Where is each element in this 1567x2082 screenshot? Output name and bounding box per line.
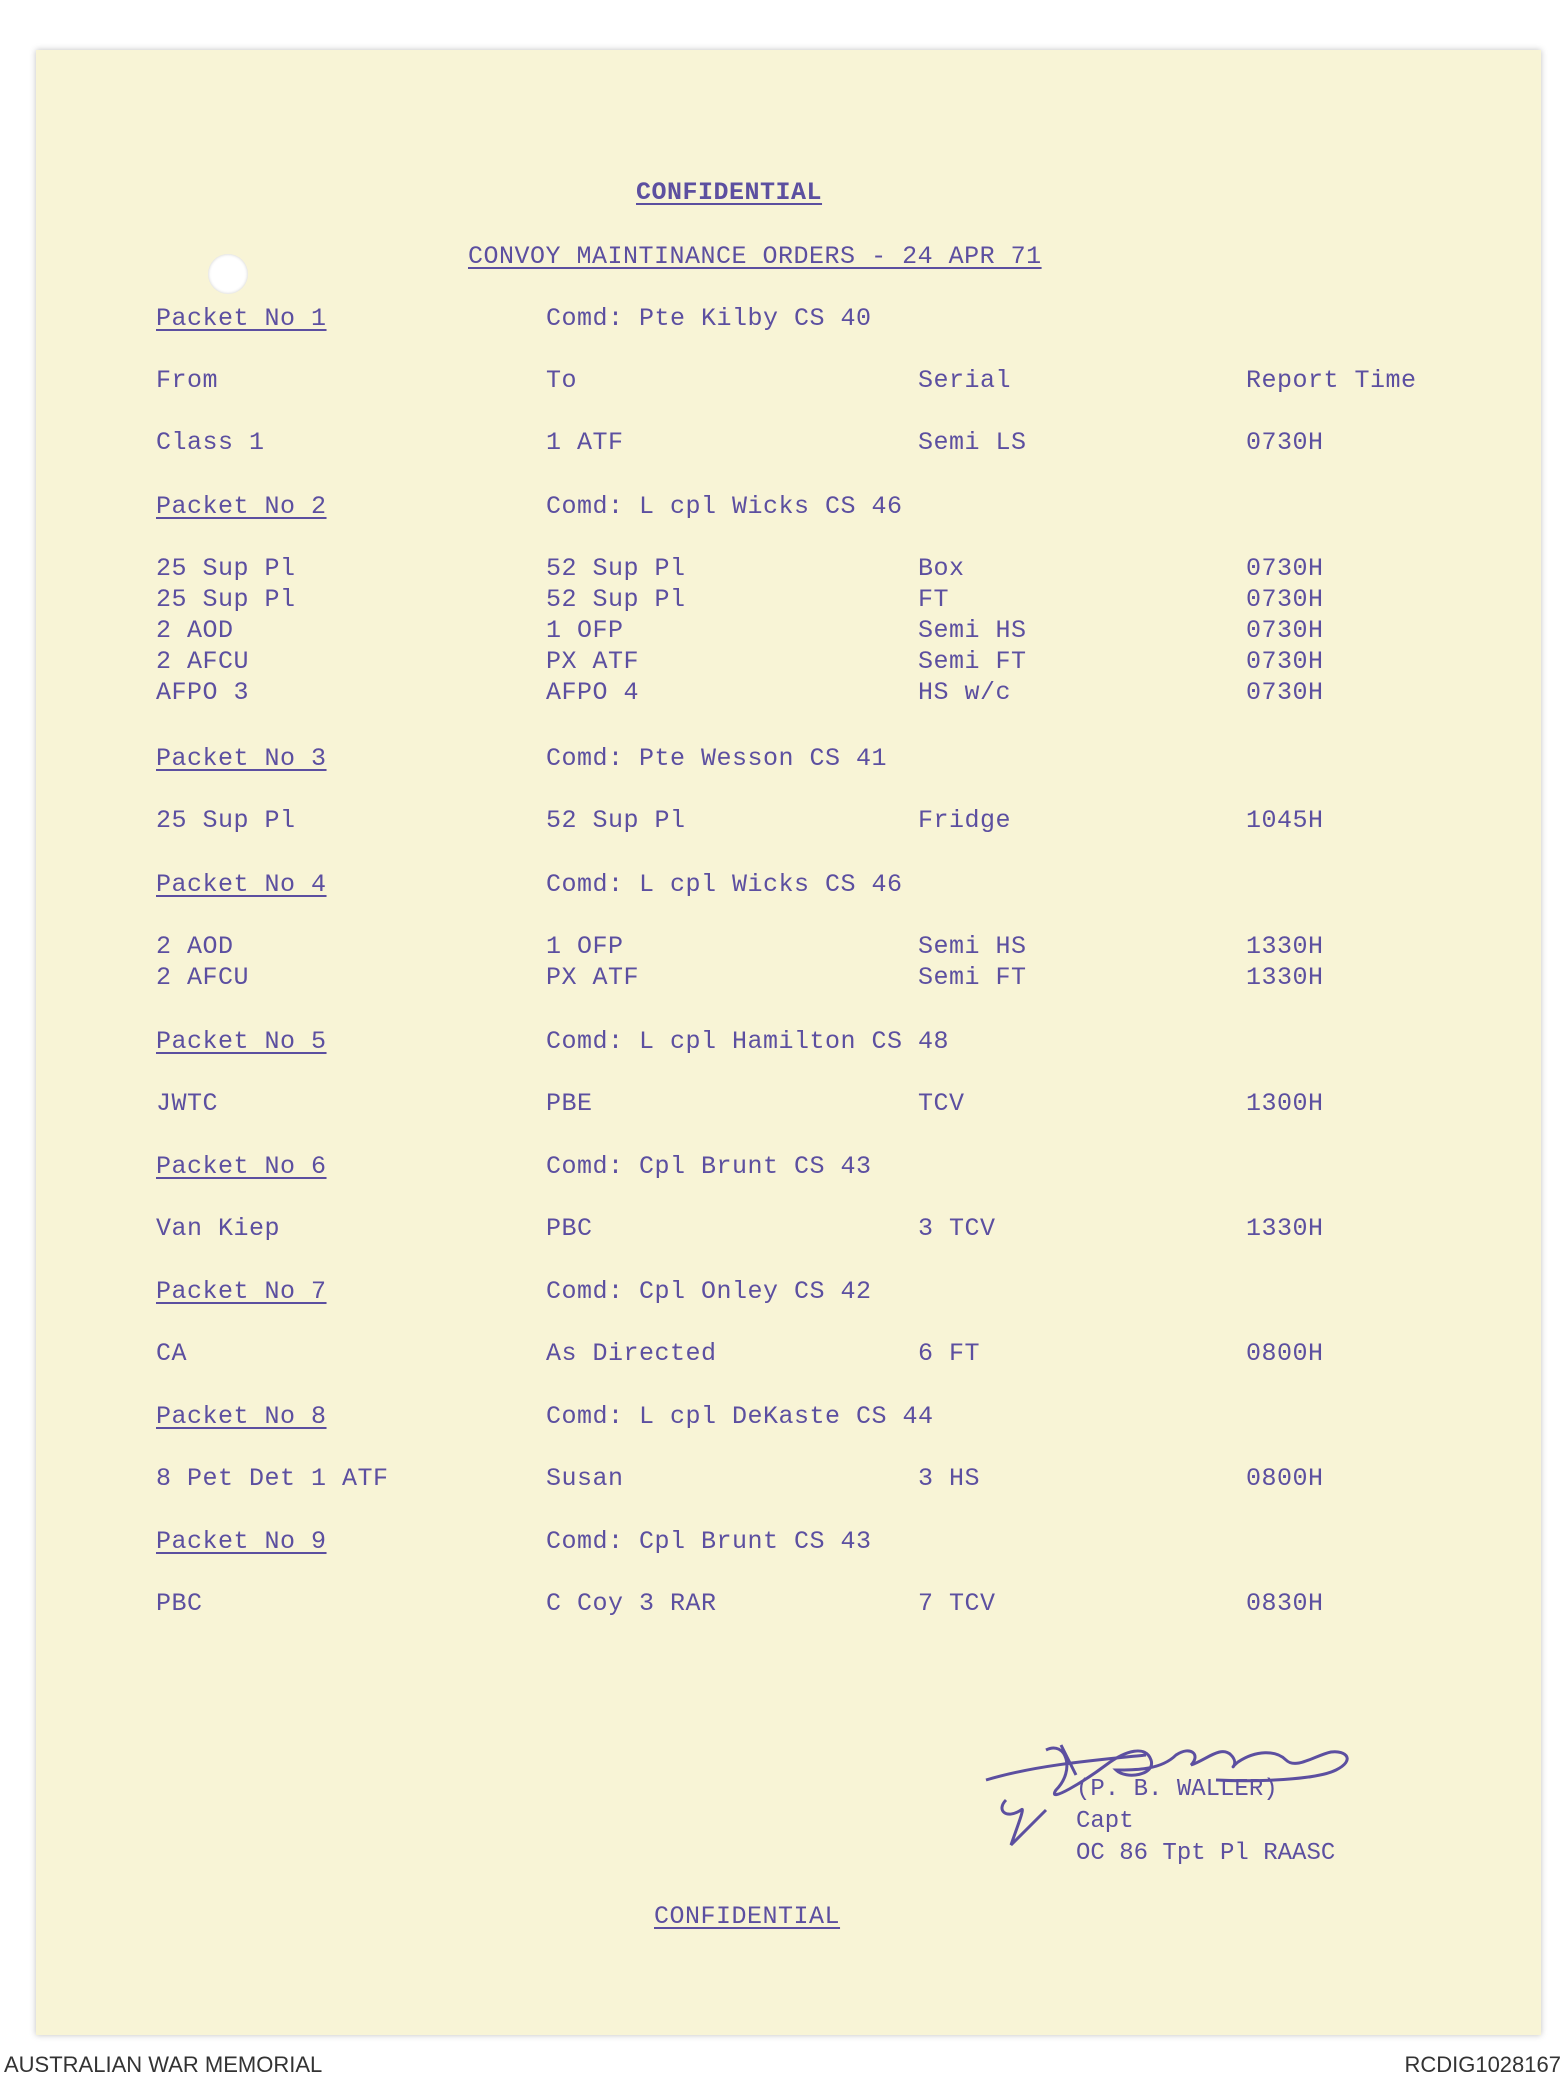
table-cell-time: 1045H xyxy=(1246,806,1324,835)
packet-8-comd: Comd: L cpl DeKaste CS 44 xyxy=(546,1402,934,1431)
table-cell-from: PBC xyxy=(156,1589,203,1618)
table-cell-from: 2 AFCU xyxy=(156,963,250,992)
packet-9-label: Packet No 9 xyxy=(156,1527,327,1556)
table-cell-time: 0800H xyxy=(1246,1339,1324,1368)
packet-7-label: Packet No 7 xyxy=(156,1277,327,1306)
packet-6-comd: Comd: Cpl Brunt CS 43 xyxy=(546,1152,872,1181)
table-cell-from: CA xyxy=(156,1339,188,1368)
table-cell-time: 0830H xyxy=(1246,1589,1324,1618)
signatory-rank: Capt xyxy=(1076,1808,1134,1835)
table-cell-to: PBE xyxy=(546,1089,593,1118)
table-cell-time: 0730H xyxy=(1246,585,1324,614)
table-cell-time: 0800H xyxy=(1246,1464,1324,1493)
table-cell-from: JWTC xyxy=(156,1089,219,1118)
table-cell-serial: Fridge xyxy=(918,806,1012,835)
packet-2-label: Packet No 2 xyxy=(156,492,327,521)
table-cell-time: 1330H xyxy=(1246,932,1324,961)
table-cell-to: PX ATF xyxy=(546,647,640,676)
table-cell-time: 0730H xyxy=(1246,678,1324,707)
table-cell-from: 2 AOD xyxy=(156,932,234,961)
table-cell-from: Van Kiep xyxy=(156,1214,281,1243)
table-cell-time: 0730H xyxy=(1246,616,1324,645)
document-page xyxy=(36,50,1541,2035)
table-cell-from: 25 Sup Pl xyxy=(156,806,296,835)
table-cell-from: 25 Sup Pl xyxy=(156,585,296,614)
column-header-serial: Serial xyxy=(918,366,1012,395)
packet-1-comd: Comd: Pte Kilby CS 40 xyxy=(546,304,872,333)
table-cell-time: 1300H xyxy=(1246,1089,1324,1118)
table-cell-from: 25 Sup Pl xyxy=(156,554,296,583)
table-cell-to: As Directed xyxy=(546,1339,717,1368)
credit-institution: AUSTRALIAN WAR MEMORIAL xyxy=(4,2052,323,2077)
punch-hole xyxy=(208,254,248,294)
packet-5-comd: Comd: L cpl Hamilton CS 48 xyxy=(546,1027,950,1056)
table-cell-serial: Semi FT xyxy=(918,647,1027,676)
table-cell-from: AFPO 3 xyxy=(156,678,250,707)
signatory-unit: OC 86 Tpt Pl RAASC xyxy=(1076,1840,1336,1867)
column-header-to: To xyxy=(546,366,578,395)
table-cell-serial: Semi HS xyxy=(918,616,1027,645)
footer-confidential: CONFIDENTIAL xyxy=(654,1902,841,1931)
table-cell-to: 52 Sup Pl xyxy=(546,585,686,614)
packet-3-label: Packet No 3 xyxy=(156,744,327,773)
packet-6-label: Packet No 6 xyxy=(156,1152,327,1181)
table-cell-serial: HS w/c xyxy=(918,678,1012,707)
table-cell-to: Susan xyxy=(546,1464,624,1493)
table-cell-from: 2 AOD xyxy=(156,616,234,645)
table-cell-from: 2 AFCU xyxy=(156,647,250,676)
packet-7-comd: Comd: Cpl Onley CS 42 xyxy=(546,1277,872,1306)
table-cell-time: 0730H xyxy=(1246,647,1324,676)
table-cell-serial: TCV xyxy=(918,1089,965,1118)
packet-4-comd: Comd: L cpl Wicks CS 46 xyxy=(546,870,903,899)
table-cell-to: PX ATF xyxy=(546,963,640,992)
table-cell-serial: 3 TCV xyxy=(918,1214,996,1243)
table-cell-from: 8 Pet Det 1 ATF xyxy=(156,1464,389,1493)
packet-8-label: Packet No 8 xyxy=(156,1402,327,1431)
table-cell-serial: Semi HS xyxy=(918,932,1027,961)
table-cell-time: 0730H xyxy=(1246,554,1324,583)
packet-3-comd: Comd: Pte Wesson CS 41 xyxy=(546,744,888,773)
table-cell-serial: Box xyxy=(918,554,965,583)
table-cell-to: PBC xyxy=(546,1214,593,1243)
table-cell-to: 52 Sup Pl xyxy=(546,806,686,835)
table-cell-to: 1 OFP xyxy=(546,616,624,645)
packet-9-comd: Comd: Cpl Brunt CS 43 xyxy=(546,1527,872,1556)
packet-4-label: Packet No 4 xyxy=(156,870,327,899)
table-cell-from: Class 1 xyxy=(156,428,265,457)
packet-1-label: Packet No 1 xyxy=(156,304,327,333)
document-title: CONVOY MAINTINANCE ORDERS - 24 APR 71 xyxy=(468,242,1042,271)
table-cell-to: 52 Sup Pl xyxy=(546,554,686,583)
header-confidential: CONFIDENTIAL xyxy=(636,178,823,207)
table-cell-time: 1330H xyxy=(1246,1214,1324,1243)
table-cell-serial: 6 FT xyxy=(918,1339,981,1368)
table-cell-to: 1 OFP xyxy=(546,932,624,961)
signature-block xyxy=(976,1710,1386,1890)
column-header-report-time: Report Time xyxy=(1246,366,1417,395)
credit-record-id: RCDIG1028167 xyxy=(1404,2052,1561,2077)
signatory-name: (P. B. WALLER) xyxy=(1076,1776,1278,1803)
table-cell-to: 1 ATF xyxy=(546,428,624,457)
table-cell-serial: Semi FT xyxy=(918,963,1027,992)
packet-2-comd: Comd: L cpl Wicks CS 46 xyxy=(546,492,903,521)
table-cell-to: C Coy 3 RAR xyxy=(546,1589,717,1618)
packet-5-label: Packet No 5 xyxy=(156,1027,327,1056)
table-cell-serial: FT xyxy=(918,585,950,614)
table-cell-serial: 3 HS xyxy=(918,1464,981,1493)
table-cell-time: 0730H xyxy=(1246,428,1324,457)
table-cell-serial: 7 TCV xyxy=(918,1589,996,1618)
column-header-from: From xyxy=(156,366,219,395)
table-cell-time: 1330H xyxy=(1246,963,1324,992)
table-cell-serial: Semi LS xyxy=(918,428,1027,457)
table-cell-to: AFPO 4 xyxy=(546,678,640,707)
